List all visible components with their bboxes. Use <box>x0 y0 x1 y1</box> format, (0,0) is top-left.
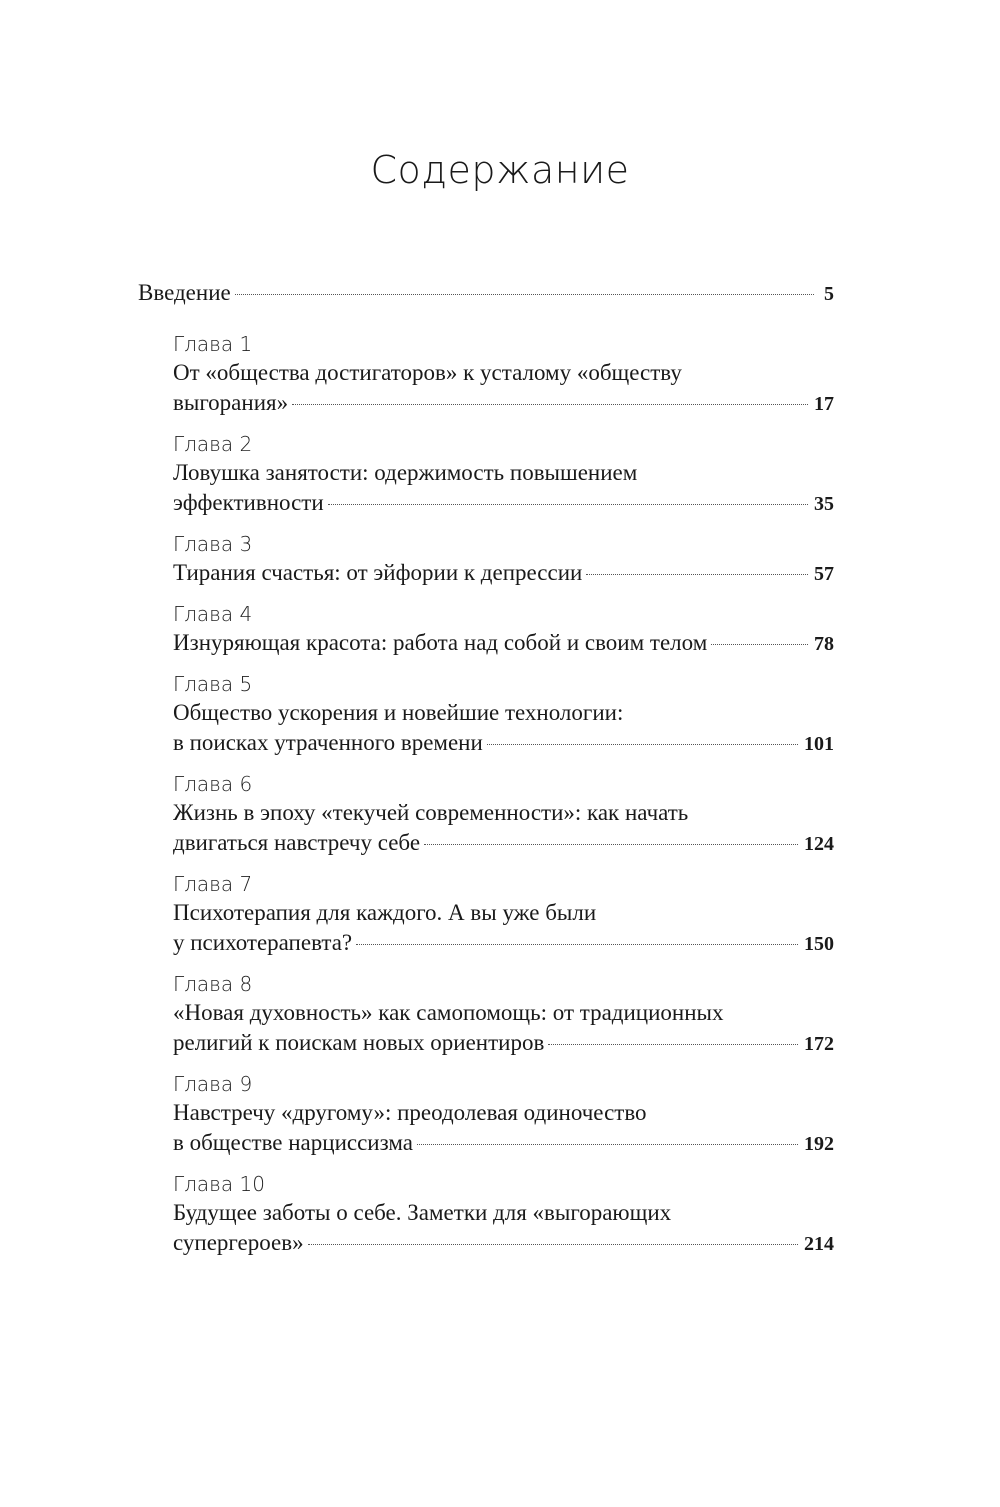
chapter-list <box>173 330 834 1258</box>
chapter-title-last-line <box>173 928 834 958</box>
dot-leader <box>424 844 798 845</box>
chapter-title-line: Психотерапия для каждого. А вы уже были <box>173 900 597 925</box>
page-number: 124 <box>804 833 834 855</box>
chapter-title-text: в обществе нарциссизма <box>173 1130 413 1155</box>
chapter-title-line: Общество ускорения и новейшие технологии: <box>173 700 624 725</box>
dot-leader <box>548 1044 798 1045</box>
table-of-contents <box>138 278 834 1270</box>
dot-leader <box>308 1244 798 1245</box>
chapter-label: Глава 4 <box>173 602 253 626</box>
chapter-label: Глава 1 <box>173 332 253 356</box>
chapter-label: Глава 6 <box>173 772 253 796</box>
chapter-title-line: Навстречу «другому»: преодолевая одиночество <box>173 1100 647 1125</box>
page-number: 101 <box>804 733 834 755</box>
chapter-title-last-line <box>173 1228 834 1258</box>
dot-leader <box>586 574 808 575</box>
toc-entry-chapter[interactable] <box>173 330 834 418</box>
toc-entry-chapter[interactable] <box>173 530 834 588</box>
chapter-title-line: «Новая духовность» как самопомощь: от традиционных <box>173 1000 724 1025</box>
page-number: 78 <box>814 633 834 655</box>
chapter-label: Глава 8 <box>173 972 253 996</box>
chapter-title-line: От «общества достигаторов» к усталому «обществу <box>173 360 682 385</box>
page-number: 57 <box>814 563 834 585</box>
chapter-title-line: Жизнь в эпоху «текучей современности»: как начать <box>173 800 689 825</box>
dot-leader <box>328 504 808 505</box>
page-number: 35 <box>814 493 834 515</box>
dot-leader <box>235 294 814 295</box>
page-title: Содержание <box>370 148 630 192</box>
page-number: 5 <box>824 283 834 305</box>
toc-entry-chapter[interactable] <box>173 870 834 958</box>
page-number: 214 <box>804 1233 834 1255</box>
chapter-title-last-line <box>173 388 834 418</box>
chapter-label: Глава 5 <box>173 672 253 696</box>
chapter-title-last-line <box>173 728 834 758</box>
toc-entry-chapter[interactable] <box>173 600 834 658</box>
dot-leader <box>417 1144 798 1145</box>
chapter-title-last-line <box>173 628 834 658</box>
page-number: 150 <box>804 933 834 955</box>
chapter-title-text: эффективности <box>173 490 324 515</box>
toc-entry-chapter[interactable] <box>173 1070 834 1158</box>
chapter-label: Глава 3 <box>173 532 253 556</box>
dot-leader <box>711 644 808 645</box>
chapter-label: Глава 7 <box>173 872 253 896</box>
chapter-title-last-line <box>173 1028 834 1058</box>
chapter-label: Глава 10 <box>173 1172 265 1196</box>
chapter-title-last-line <box>173 1128 834 1158</box>
toc-entry-chapter[interactable] <box>173 430 834 518</box>
entry-title: Введение <box>138 280 231 305</box>
page-number: 172 <box>804 1033 834 1055</box>
chapter-title-text: Изнуряющая красота: работа над собой и своим телом <box>173 630 708 655</box>
chapter-title-text: двигаться навстречу себе <box>173 830 421 855</box>
dot-leader <box>292 404 808 405</box>
toc-entry-chapter[interactable] <box>173 770 834 858</box>
page-number: 192 <box>804 1133 834 1155</box>
toc-entry-introduction[interactable] <box>138 278 834 308</box>
chapter-title-text: супергероев» <box>173 1230 304 1255</box>
chapter-label: Глава 2 <box>173 432 253 456</box>
dot-leader <box>356 944 798 945</box>
chapter-label: Глава 9 <box>173 1072 253 1096</box>
chapter-title-text: у психотерапевта? <box>173 930 353 955</box>
chapter-title-line: Ловушка занятости: одержимость повышением <box>173 460 638 485</box>
chapter-title-text: выгорания» <box>173 390 289 415</box>
toc-entry-chapter[interactable] <box>173 970 834 1058</box>
chapter-title-text: Тирания счастья: от эйфории к депрессии <box>173 560 583 585</box>
dot-leader <box>487 744 798 745</box>
chapter-title-text: в поисках утраченного времени <box>173 730 483 755</box>
chapter-title-line: Будущее заботы о себе. Заметки для «выгорающих <box>173 1200 672 1225</box>
chapter-title-last-line <box>173 828 834 858</box>
toc-entry-chapter[interactable] <box>173 670 834 758</box>
chapter-title-text: религий к поискам новых ориентиров <box>173 1030 545 1055</box>
page-number: 17 <box>814 393 834 415</box>
chapter-title-last-line <box>173 558 834 588</box>
chapter-title-last-line <box>173 488 834 518</box>
toc-entry-chapter[interactable] <box>173 1170 834 1258</box>
